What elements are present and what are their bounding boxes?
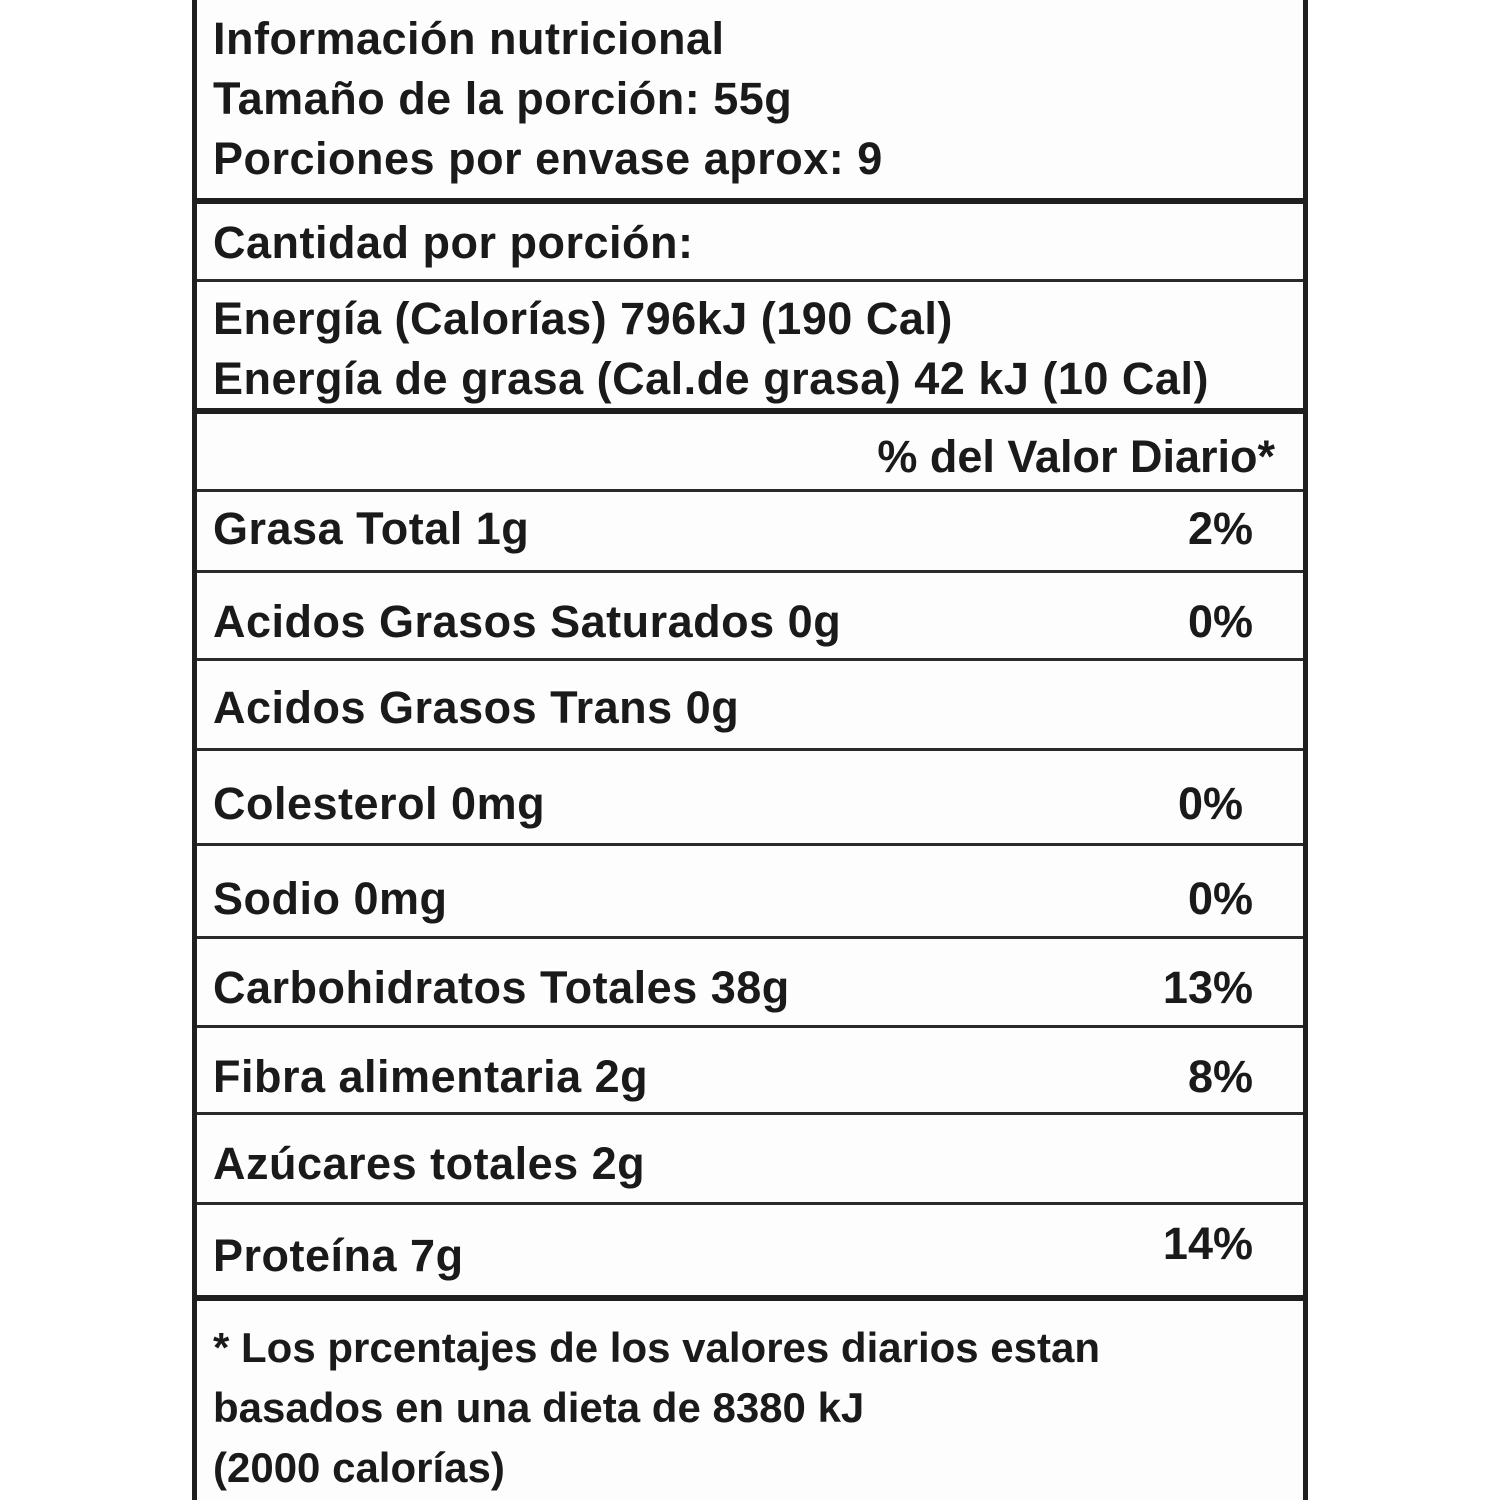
nutrient-daily-value: 0% (1187, 596, 1253, 647)
nutrient-name: Sodio 0mg (213, 873, 448, 924)
footnote-line-3: (2000 calorías) (213, 1444, 505, 1491)
nutrient-row (197, 846, 1303, 936)
nutrient-daily-value: 8% (1187, 1051, 1253, 1102)
nutrient-name: Fibra alimentaria 2g (213, 1051, 649, 1102)
nutrient-row (197, 492, 1303, 570)
footnote-line-1: * Los prcentajes de los valores diarios estan (213, 1324, 1101, 1371)
nutrient-name: Azúcares totales 2g (213, 1138, 646, 1189)
footnote (197, 1301, 1303, 1500)
nutrient-row (197, 1205, 1303, 1295)
energy-calories: Energía (Calorías) 796kJ (190 Cal) (213, 293, 953, 344)
label-header (197, 0, 1303, 202)
nutrient-daily-value: 2% (1187, 503, 1253, 554)
serving-size: Tamaño de la porción: 55g (213, 73, 793, 124)
nutrient-name: Carbohidratos Totales 38g (213, 962, 790, 1013)
nutrient-name: Acidos Grasos Trans 0g (213, 682, 740, 733)
nutrient-row (197, 751, 1303, 843)
servings-per-container: Porciones por envase aprox: 9 (213, 133, 883, 184)
energy-section (197, 282, 1303, 408)
nutrient-name: Proteína 7g (213, 1230, 464, 1281)
nutrient-row (197, 1028, 1303, 1112)
nutrition-facts-label (192, 0, 1308, 1500)
amount-per-serving: Cantidad por porción: (213, 217, 694, 268)
energy-fat-calories: Energía de grasa (Cal.de grasa) 42 kJ (10 Cal) (213, 353, 1209, 404)
daily-value-header-row (197, 414, 1303, 490)
amount-per-serving-section (197, 204, 1303, 280)
nutrient-daily-value: 0% (1177, 778, 1243, 829)
nutrient-name: Grasa Total 1g (213, 503, 530, 554)
nutrient-daily-value: 13% (1162, 962, 1253, 1013)
nutrient-row (197, 939, 1303, 1025)
nutrient-row (197, 573, 1303, 657)
nutrient-row (197, 661, 1303, 747)
nutrient-name: Colesterol 0mg (213, 778, 546, 829)
label-title: Información nutricional (213, 13, 725, 64)
footnote-line-2: basados en una dieta de 8380 kJ (213, 1384, 865, 1431)
nutrient-name: Acidos Grasos Saturados 0g (213, 596, 842, 647)
nutrient-daily-value: 0% (1187, 873, 1253, 924)
nutrient-daily-value: 14% (1162, 1218, 1253, 1269)
nutrient-row (197, 1115, 1303, 1201)
daily-value-header: % del Valor Diario* (877, 431, 1275, 482)
